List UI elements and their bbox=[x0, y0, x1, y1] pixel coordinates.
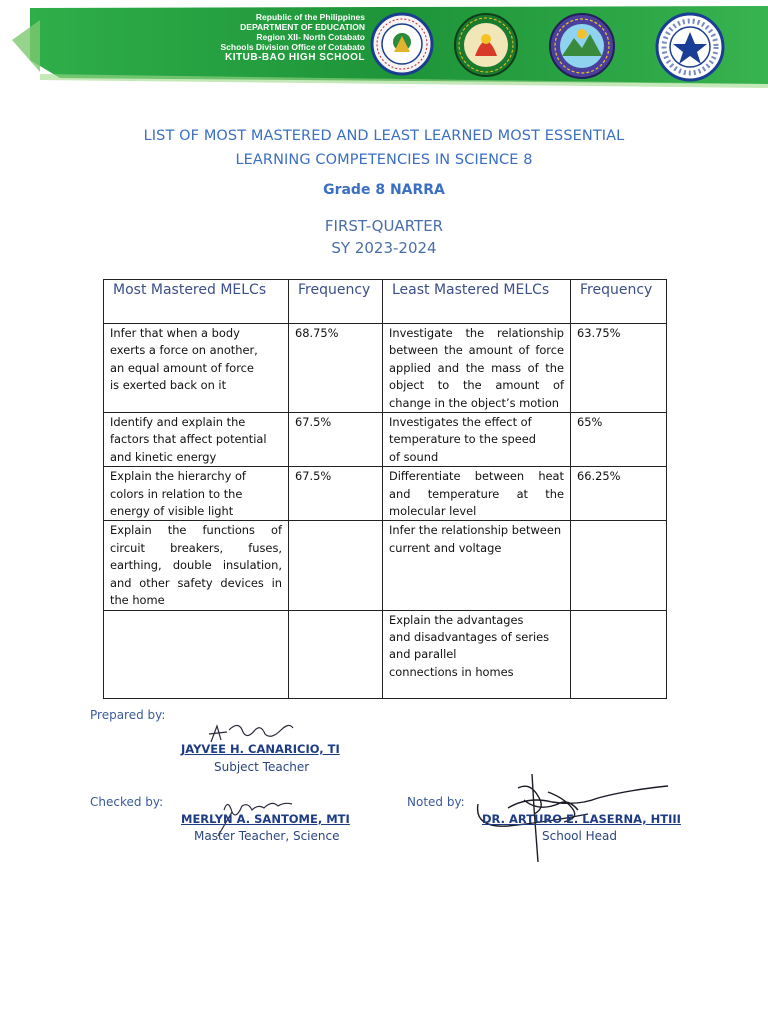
most-mastered-cell: Identify and explain the factors that affect potential and kinetic energy bbox=[104, 413, 289, 467]
school-year-text: SY 2023-2024 bbox=[331, 239, 437, 257]
country-text: Republic of the Philippines bbox=[255, 12, 365, 22]
header-frequency-least: Frequency bbox=[571, 280, 667, 324]
most-mastered-cell: Explain the functions of circuit breakers, fuses, earthing, double insulation, and other safety devices in the home bbox=[104, 521, 289, 610]
table-row bbox=[104, 324, 667, 413]
header-most-mastered: Most Mastered MELCs bbox=[104, 280, 289, 324]
noted-by-label: Noted by: bbox=[407, 795, 465, 809]
checked-by-name: MERLYN A. SANTOME, MTI bbox=[181, 812, 350, 826]
grade-section: Grade 8 NARRA bbox=[323, 182, 445, 198]
region-text: Region XII- North Cotabato bbox=[256, 32, 365, 42]
quarter-block bbox=[0, 215, 768, 259]
header-banner bbox=[0, 0, 768, 88]
least-mastered-cell: Differentiate between heat and temperature at the molecular level bbox=[383, 467, 571, 521]
least-frequency-cell: 66.25% bbox=[571, 467, 667, 521]
division-seal-logo bbox=[447, 12, 525, 78]
most-frequency-cell bbox=[289, 610, 383, 698]
noted-by-role: School Head bbox=[542, 829, 618, 843]
title-line-1: LIST OF MOST MASTERED AND LEAST LEARNED MOST ESSENTIAL bbox=[143, 128, 625, 144]
checked-by-role: Master Teacher, Science bbox=[194, 829, 340, 843]
most-mastered-cell: Explain the hierarchy of colors in relation to the energy of visible light bbox=[104, 467, 289, 521]
least-frequency-cell: 63.75% bbox=[571, 324, 667, 413]
prepared-by-role: Subject Teacher bbox=[214, 760, 310, 774]
banner-text bbox=[150, 12, 365, 63]
most-frequency-cell bbox=[289, 521, 383, 610]
noted-by-name: DR. ARTURO E. LASERNA, HTIII bbox=[482, 812, 681, 826]
least-frequency-cell: 65% bbox=[571, 413, 667, 467]
most-frequency-cell: 68.75% bbox=[289, 324, 383, 413]
document-title bbox=[0, 124, 768, 172]
most-mastered-cell bbox=[104, 610, 289, 698]
school-seal-logo bbox=[370, 12, 434, 76]
header-least-mastered: Least Mastered MELCs bbox=[383, 280, 571, 324]
deped-seal-logo bbox=[655, 12, 725, 82]
melc-table bbox=[103, 279, 667, 699]
prepared-by-label: Prepared by: bbox=[90, 708, 166, 722]
division-text: Schools Division Office of Cotabato bbox=[220, 42, 365, 52]
region-seal-logo bbox=[532, 12, 632, 80]
department-text: DEPARTMENT OF EDUCATION bbox=[240, 22, 365, 32]
least-mastered-cell: Explain the advantages and disadvantages of series and parallel connections in homes bbox=[383, 610, 571, 698]
table-row bbox=[104, 521, 667, 610]
most-frequency-cell: 67.5% bbox=[289, 467, 383, 521]
table-row bbox=[104, 413, 667, 467]
quarter-text: FIRST-QUARTER bbox=[324, 217, 444, 235]
table-row bbox=[104, 467, 667, 521]
least-mastered-cell: Investigates the effect of temperature to the speed of sound bbox=[383, 413, 571, 467]
most-frequency-cell: 67.5% bbox=[289, 413, 383, 467]
school-name: KITUB-BAO HIGH SCHOOL bbox=[225, 52, 365, 63]
least-mastered-cell: Infer the relationship between current and voltage bbox=[383, 521, 571, 610]
table-row bbox=[104, 610, 667, 698]
least-frequency-cell bbox=[571, 610, 667, 698]
title-line-2: LEARNING COMPETENCIES IN SCIENCE 8 bbox=[235, 152, 533, 168]
least-frequency-cell bbox=[571, 521, 667, 610]
least-mastered-cell: Investigate the relationship between the amount of force applied and the mass of the object to the amount of change in the object’s motion bbox=[383, 324, 571, 413]
header-frequency-most: Frequency bbox=[289, 280, 383, 324]
table-header-row bbox=[104, 280, 667, 324]
most-mastered-cell: Infer that when a body exerts a force on another, an equal amount of force is exerted back on it bbox=[104, 324, 289, 413]
checked-by-label: Checked by: bbox=[90, 795, 164, 809]
prepared-by-name: JAYVEE H. CANARICIO, TI bbox=[181, 742, 340, 756]
